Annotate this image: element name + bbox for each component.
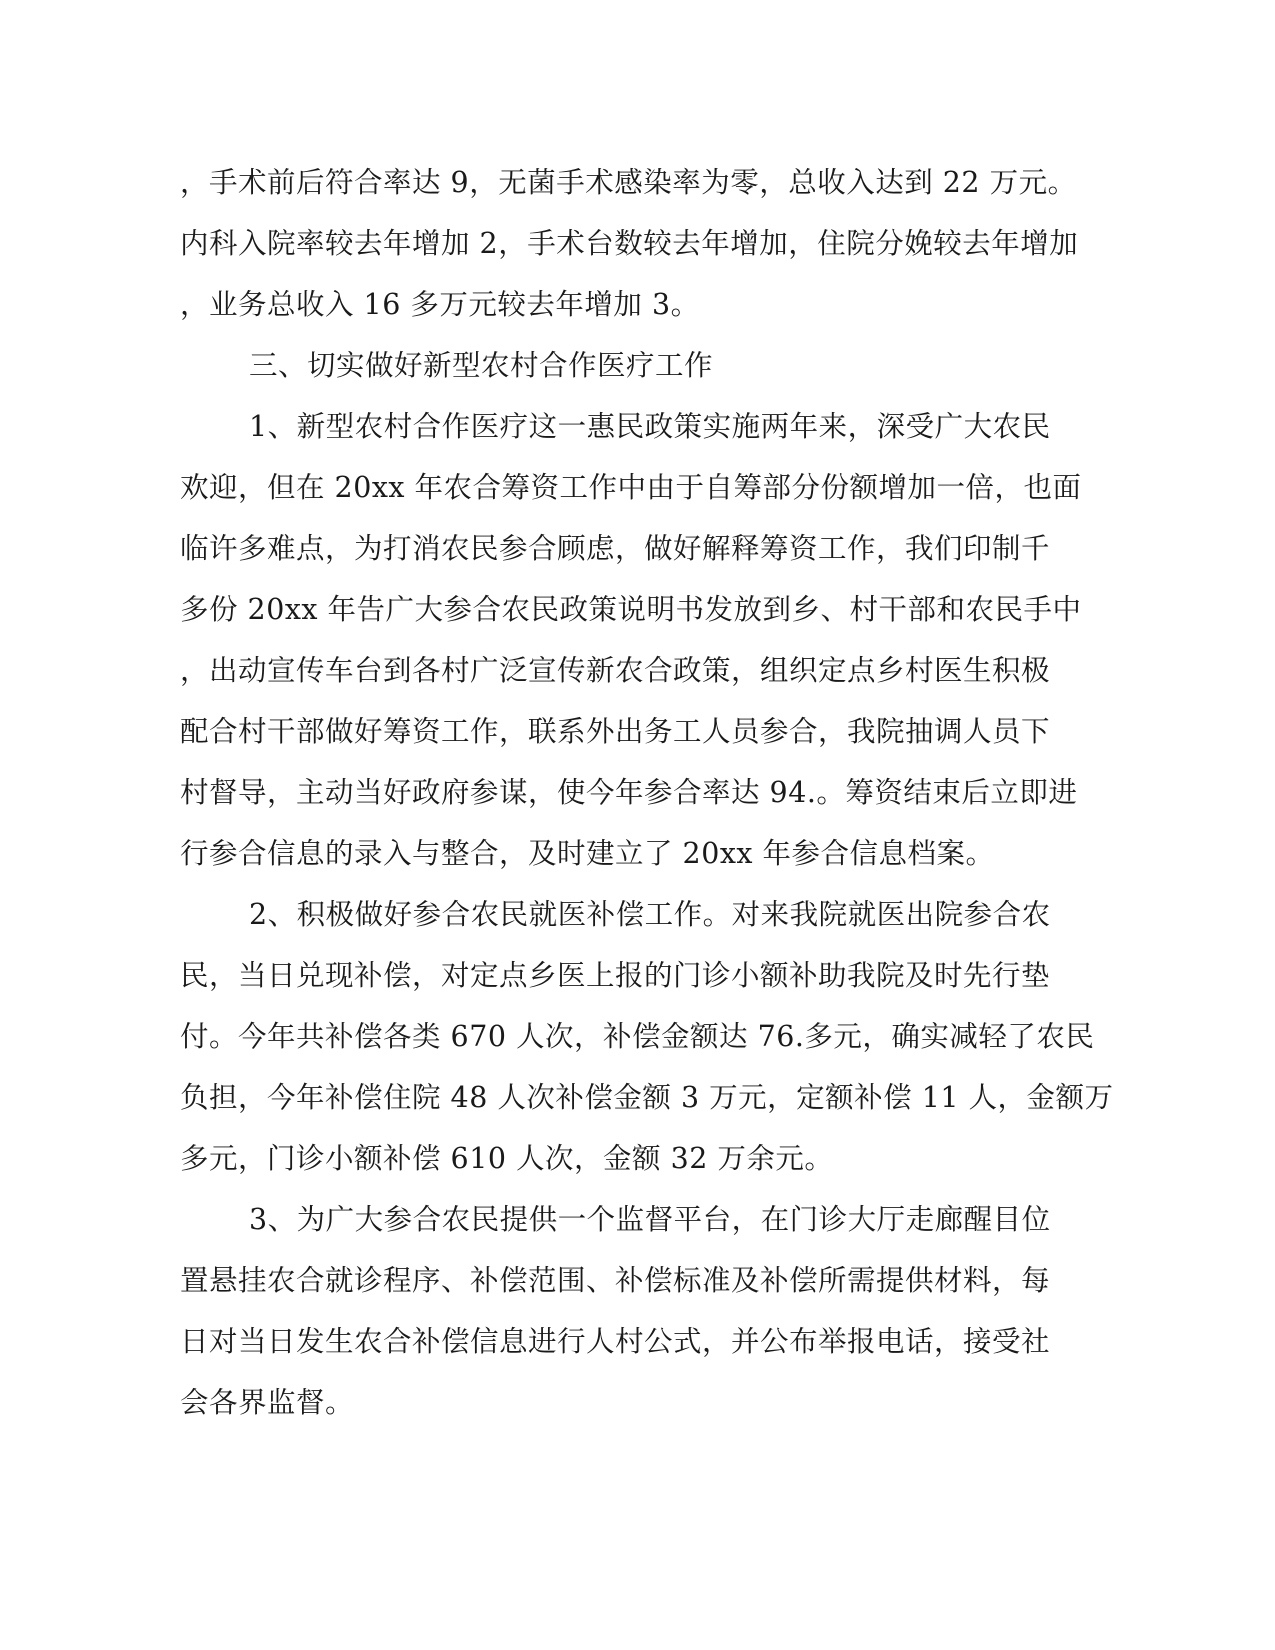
section-heading: 三、切实做好新型农村合作医疗工作	[249, 349, 714, 382]
text-line: 会各界监督。	[180, 1386, 355, 1419]
text-line: 置悬挂农合就诊程序、补偿范围、补偿标准及补偿所需提供材料，每	[180, 1264, 1051, 1297]
text-line: 欢迎，但在 20xx 年农合筹资工作中由于自筹部分份额增加一倍，也面	[180, 471, 1082, 504]
text-line: 1、新型农村合作医疗这一惠民政策实施两年来，深受广大农民	[249, 410, 1051, 443]
text-line: 行参合信息的录入与整合，及时建立了 20xx 年参合信息档案。	[180, 837, 995, 870]
text-line: 付。今年共补偿各类 670 人次，补偿金额达 76.多元，确实减轻了农民	[180, 1020, 1095, 1053]
text-line: 负担，今年补偿住院 48 人次补偿金额 3 万元，定额补偿 11 人，金额万	[180, 1081, 1114, 1114]
text-line: 2、积极做好参合农民就医补偿工作。对来我院就医出院参合农	[249, 898, 1051, 931]
text-line: 多份 20xx 年告广大参合农民政策说明书发放到乡、村干部和农民手中	[180, 593, 1082, 626]
text-line: 民，当日兑现补偿，对定点乡医上报的门诊小额补助我院及时先行垫	[180, 959, 1051, 992]
text-line: 多元，门诊小额补偿 610 人次，金额 32 万余元。	[180, 1142, 834, 1175]
text-line: 3、为广大参合农民提供一个监督平台，在门诊大厅走廊醒目位	[249, 1203, 1051, 1236]
document-body	[180, 152, 1114, 1433]
text-line: 村督导，主动当好政府参谋，使今年参合率达 94.。筹资结束后立即进	[180, 776, 1078, 809]
text-line: ，业务总收入 16 多万元较去年增加 3。	[180, 288, 700, 321]
text-line: 配合村干部做好筹资工作，联系外出务工人员参合，我院抽调人员下	[180, 715, 1051, 748]
text-line: 临许多难点，为打消农民参合顾虑，做好解释筹资工作，我们印制千	[180, 532, 1051, 565]
text-line: ，手术前后符合率达 9，无菌手术感染率为零，总收入达到 22 万元。	[180, 166, 1077, 199]
text-line: 日对当日发生农合补偿信息进行人村公式，并公布举报电话，接受社	[180, 1325, 1051, 1358]
text-line: 内科入院率较去年增加 2，手术台数较去年增加，住院分娩较去年增加	[180, 227, 1079, 260]
text-line: ，出动宣传车台到各村广泛宣传新农合政策，组织定点乡村医生积极	[180, 654, 1051, 687]
